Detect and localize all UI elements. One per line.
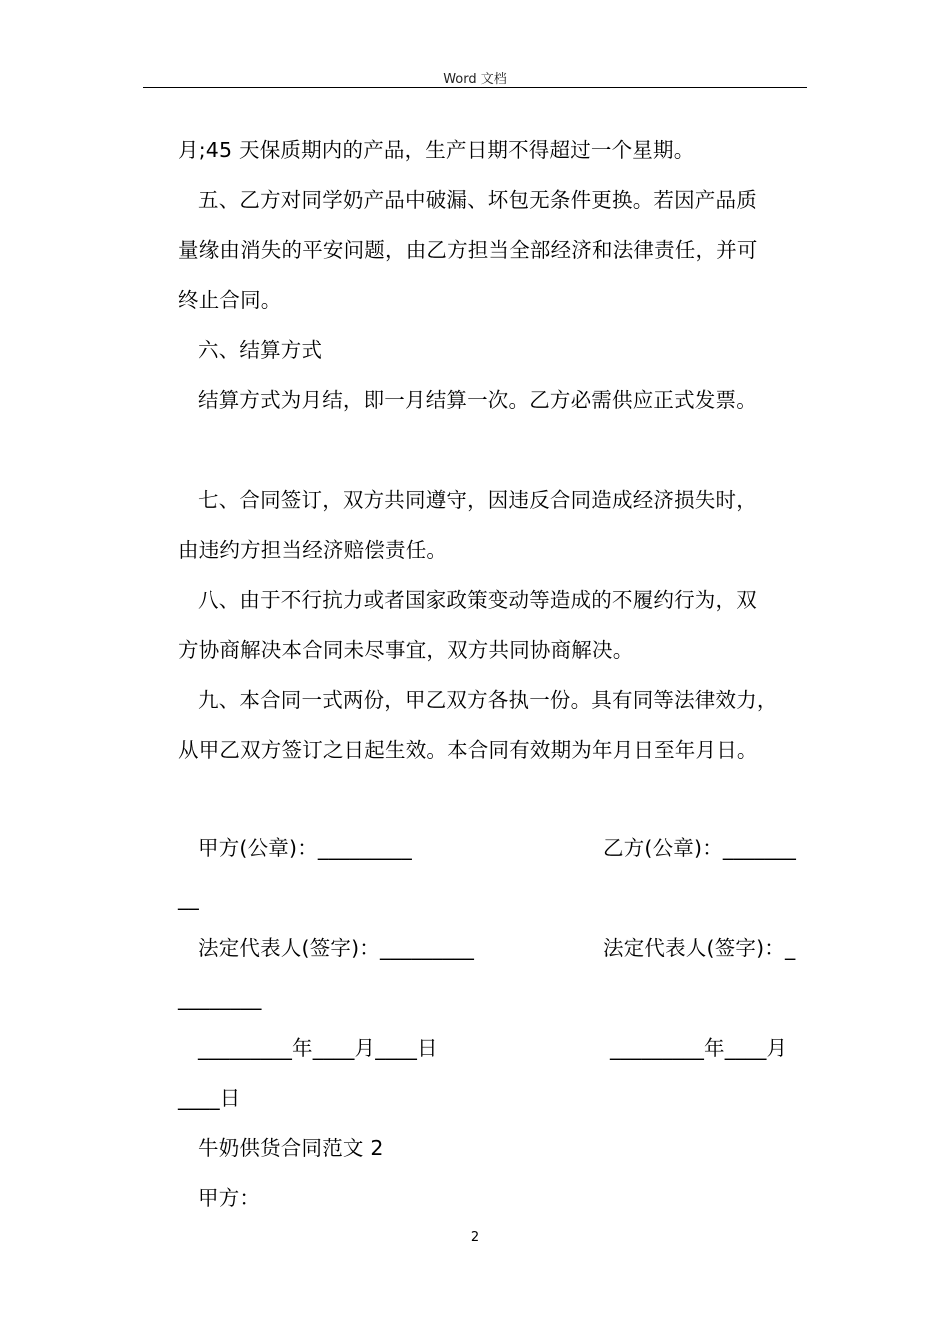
body-line: 方协商解决本合同未尽事宜，双方共同协商解决。 (178, 638, 634, 662)
page-number: 2 (470, 1230, 480, 1245)
party-b-date-continued: ____日 (178, 1086, 241, 1110)
body-line: 月;45 天保质期内的产品，生产日期不得超过一个星期。 (178, 138, 695, 162)
body-line: 八、由于不行抗力或者国家政策变动等造成的不履约行为，双 (198, 588, 757, 612)
body-line: 五、乙方对同学奶产品中破漏、坏包无条件更换。若因产品质 (198, 188, 757, 212)
body-line: 九、本合同一式两份，甲乙双方各执一份。具有同等法律效力， (198, 688, 778, 712)
party-a-seal: 甲方(公章)：_________ (198, 836, 412, 860)
body-line: 七、合同签订，双方共同遵守，因违反合同造成经济损失时， (198, 488, 757, 512)
header-title: Word 文档 (443, 72, 507, 87)
next-contract-title: 牛奶供货合同范文 2 (198, 1136, 384, 1160)
body-line: 结算方式为月结，即一月结算一次。乙方必需供应正式发票。 (198, 388, 757, 412)
party-a-representative: 法定代表人(签字)：_________ (198, 936, 475, 960)
party-b-date: _________年____月 (610, 1036, 788, 1060)
party-a-date: _________年____月____日 (198, 1036, 438, 1060)
party-b-seal: 乙方(公章)：_______ (603, 836, 797, 860)
next-contract-party-a: 甲方： (198, 1186, 261, 1210)
party-b-representative-continued: ________ (178, 986, 262, 1010)
body-line: 量缘由消失的平安问题，由乙方担当全部经济和法律责任，并可 (178, 238, 758, 262)
body-line: 由违约方担当经济赔偿责任。 (178, 538, 448, 562)
party-b-seal-continued: __ (178, 886, 199, 910)
party-b-representative: 法定代表人(签字)：_ (603, 936, 796, 960)
header-divider (143, 87, 807, 88)
body-line: 终止合同。 (178, 288, 282, 312)
body-line: 六、结算方式 (198, 338, 323, 362)
body-line: 从甲乙双方签订之日起生效。本合同有效期为年月日至年月日。 (178, 738, 758, 762)
